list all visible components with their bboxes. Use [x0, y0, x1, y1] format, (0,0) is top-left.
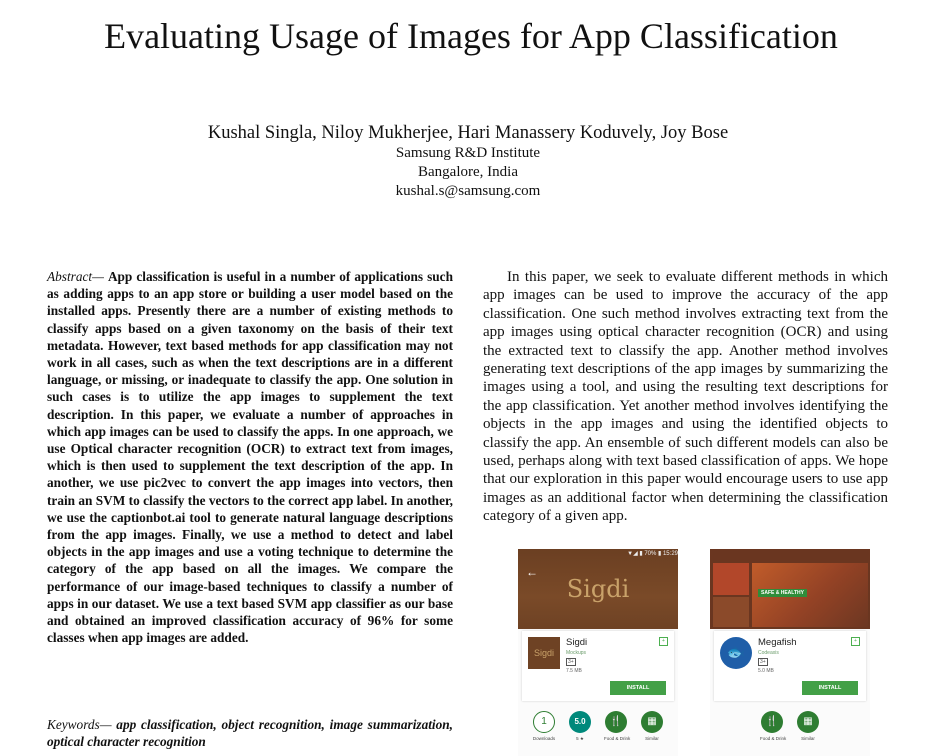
brand-logo: Sigdi — [566, 575, 630, 603]
rating-icon: 5.0 — [569, 711, 591, 733]
figure-phone-megafish — [710, 549, 870, 756]
back-arrow-icon[interactable]: ← — [526, 565, 538, 579]
badge-downloads — [532, 711, 556, 741]
fish-icon: 🐟 — [720, 637, 752, 669]
badge-caption: Food & Drink — [604, 736, 631, 741]
affiliation-email: kushal.s@samsung.com — [395, 183, 541, 199]
wishlist-icon[interactable]: + — [851, 637, 860, 646]
paper-title: Evaluating Usage of Images for App Classification — [104, 16, 838, 56]
intro-paragraph: In this paper, we seek to evaluate different methods in which app images can be used to improve the accuracy of the app classification. One such method involves extracting text from the app images using optical character recognition (OCR) and using the extracted text to classify the app. Another method involves generating text descriptions of the app images by summarizing the images using a tool, and using the resulting text descriptions for the app classification. Yet another method involves identifying the objects in the app images and using the identified objects to classify the app. An ensemble of such different models can also be used, perhaps along with text based classification of apps. We hope that our exploration in this paper would encourage users to use app images as an additional factor when determining the classification category of a given app. — [483, 269, 888, 525]
fork-knife-icon: 🍴 — [761, 711, 783, 733]
install-button[interactable]: INSTALL — [610, 681, 666, 695]
app-size: 7.5 MB — [566, 668, 582, 674]
similar-apps-icon: ▦ — [641, 711, 663, 733]
affiliation-institute: Samsung R&D Institute — [395, 145, 541, 161]
badge-caption: Downloads — [532, 736, 556, 741]
keywords — [47, 716, 453, 750]
badge-category — [760, 711, 787, 741]
badge-category — [604, 711, 631, 741]
badge-caption: Food & Drink — [760, 736, 787, 741]
badge-row — [518, 707, 678, 755]
app-developer: Codeaxis — [758, 650, 779, 656]
app-card — [714, 631, 866, 701]
app-size: 5.0 MB — [758, 668, 774, 674]
content-rating: 3+ — [760, 659, 766, 665]
similar-apps-icon: ▦ — [797, 711, 819, 733]
keywords-label: Keywords — [47, 717, 100, 732]
badge-caption: Similar — [645, 736, 659, 741]
badge-caption: Similar — [801, 736, 815, 741]
badge-row — [710, 707, 870, 755]
abstract-text: App classification is useful in a number of applications such as adding apps to an app store or building a user model based on the installed apps. Presently there are a number of existing methods to classify apps based on a given taxonomy on the basis of their text metadata. However, text based methods for app classification may not work in all cases, such as when the text descriptions are in a different language, or missing, or inadequate to classify the app. One solution in such cases is to utilize the app images to supplement the text description. In this paper, we evaluate a number of approaches in which app images can be used to classify the apps. In one approach, we use Optical character recognition (OCR) to extract text from images, which is then used to supplement the text description of the app. In another, we use pic2vec to convert the app images into vectors, then train an SVM to classify the vectors to the correct app label. In another, we use the captionbot.ai tool to generate natural language descriptions from the app images. Finally, we use a method to detect and label objects in the app images and use a voting technique to determine the category of the app based on all the images. We compare the performance of our image-based techniques to classify a number of apps in our dataset. We use a text based SVM app classifier as our base and obtained an improved classification accuracy of 96% for some classes when app images are added. — [47, 269, 453, 646]
figure-phone-sigdi — [518, 549, 678, 756]
affiliation-location: Bangalore, India — [418, 164, 518, 180]
abstract-dash: — — [92, 269, 108, 284]
promo-tag: SAFE & HEALTHY — [758, 589, 807, 597]
badge-caption: 5 ★ — [576, 736, 584, 741]
app-name: Sigdi — [566, 637, 588, 648]
app-banner — [518, 549, 678, 629]
content-rating: 3+ — [568, 659, 574, 665]
downloads-icon: 1 — [533, 711, 555, 733]
author-list: Kushal Singla, Niloy Mukherjee, Hari Manassery Koduvely, Joy Bose — [207, 123, 729, 143]
install-button[interactable]: INSTALL — [802, 681, 858, 695]
food-photo — [713, 597, 749, 627]
status-bar: ▼◢ ▮ 70% ▮ 15:29 — [627, 551, 678, 557]
keywords-text: app classification, object recognition, image summarization, optical character recognition — [47, 717, 453, 750]
app-developer: Mockups — [566, 650, 587, 656]
wishlist-icon[interactable]: + — [659, 637, 668, 646]
fork-knife-icon: 🍴 — [605, 711, 627, 733]
badge-similar — [796, 711, 820, 741]
food-photo — [713, 563, 749, 595]
app-icon: Sigdi — [528, 637, 560, 669]
app-banner — [710, 549, 870, 629]
badge-rating — [568, 711, 592, 742]
app-card — [522, 631, 674, 701]
abstract-label: Abstract — [47, 269, 93, 284]
keywords-dash: — — [99, 717, 117, 732]
abstract — [47, 268, 453, 646]
badge-similar — [640, 711, 664, 741]
app-name: Megafish — [758, 637, 797, 648]
